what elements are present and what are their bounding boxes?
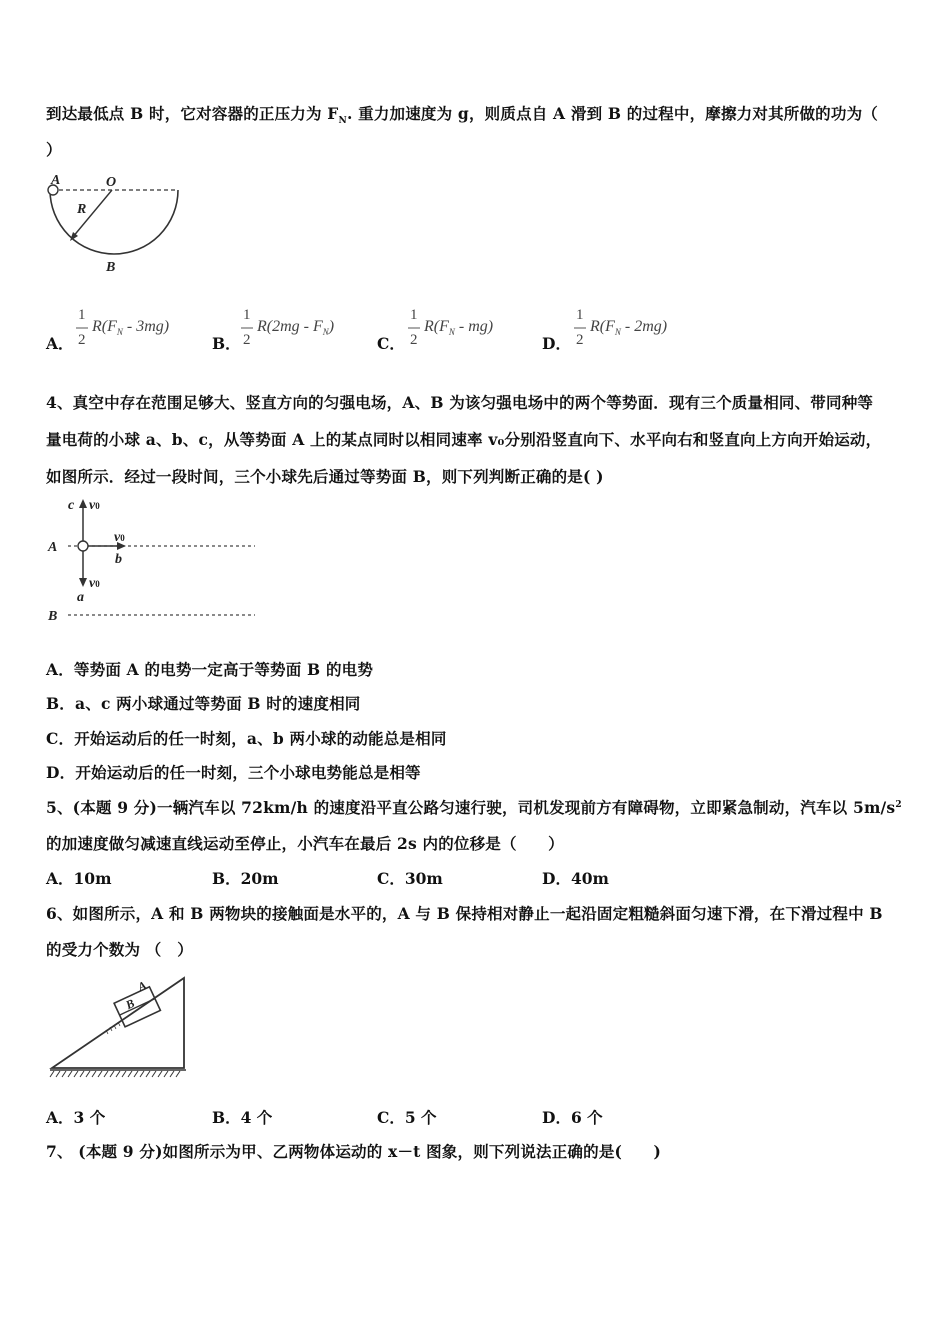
q3-stem-line1: 到达最低点 B 时，它对容器的正压力为 $F_N$. 重力加速度为 g，则质点自 A 滑到 B 的过程中，摩擦力对其所做的功为（ bbox=[46, 104, 878, 127]
q3-option-a-num: 1 bbox=[78, 307, 86, 323]
q3-option-d-label: D． bbox=[542, 334, 571, 353]
q3-option-b-num: 1 bbox=[243, 307, 251, 323]
q3-option-a-label: A． bbox=[46, 334, 74, 353]
q5-option-a[interactable]: A．10m bbox=[46, 869, 112, 888]
q3-label-o: O bbox=[106, 175, 117, 190]
q4-option-d[interactable]: D．开始运动后的任一时刻，三个小球电势能总是相等 bbox=[46, 763, 421, 782]
q3-option-a-expr: $R(F_N - 3mg)$ bbox=[92, 318, 170, 338]
q3-option-b-expr: $R(2mg - F_N)$ bbox=[257, 318, 335, 338]
q4-label-a: a bbox=[77, 590, 84, 605]
q5-stem-line2: 的加速度做匀减速直线运动至停止，小汽车在最后 2s 内的位移是（ ） bbox=[46, 834, 564, 853]
q4-stem-line2: 量电荷的小球 a、b、c，从等势面 A 上的某点同时以相同速率 v₀分别沿竖直向下、水平向右和竖直向上方向开始运动， bbox=[46, 430, 882, 449]
q4-equipotential-figure bbox=[40, 493, 270, 628]
q4-stem-line1: 4、真空中存在范围足够大、竖直方向的匀强电场，A、B 为该匀强电场中的两个等势面．现有三个质量相同、带同种等 bbox=[46, 393, 874, 412]
q4-label-v0-right: v0 bbox=[114, 530, 125, 545]
q3-option-d-expr: $R(F_N - 2mg)$ bbox=[590, 318, 668, 338]
q3-option-b-den: 2 bbox=[243, 332, 251, 348]
q4-option-c[interactable]: C．开始运动后的任一时刻，a、b 两小球的动能总是相同 bbox=[46, 729, 447, 748]
q3-option-c-expr: $R(F_N - mg)$ bbox=[424, 318, 494, 338]
q6-label-a: A bbox=[135, 977, 149, 995]
q4-label-v0-up: v0 bbox=[89, 498, 100, 513]
q3-label-r: R bbox=[77, 202, 87, 217]
q4-label-v0-down: v0 bbox=[89, 576, 100, 591]
q3-option-a-den: 2 bbox=[78, 332, 86, 348]
q6-incline-figure bbox=[48, 966, 193, 1081]
q4-label-c: c bbox=[68, 498, 75, 513]
q6-option-d[interactable]: D．6 个 bbox=[542, 1108, 603, 1127]
q4-label-A: A bbox=[48, 540, 58, 555]
q3-option-c-num: 1 bbox=[410, 307, 418, 323]
q4-stem-line3: 如图所示．经过一段时间，三个小球先后通过等势面 B，则下列判断正确的是( ) bbox=[46, 467, 604, 486]
q5-stem-line1: 5、(本题 9 分)一辆汽车以 72km/h 的速度沿平直公路匀速行驶，司机发现前方有障碍物，立即紧急制动，汽车以 $5m/s^2$ bbox=[46, 798, 902, 817]
q3-option-d-den: 2 bbox=[576, 332, 584, 348]
q3-option-c-label: C． bbox=[377, 334, 405, 353]
q5-option-b[interactable]: B．20m bbox=[212, 869, 279, 888]
q4-label-b: b bbox=[115, 552, 122, 567]
q4-option-b[interactable]: B．a、c 两小球通过等势面 B 时的速度相同 bbox=[46, 694, 361, 713]
q3-option-d-num: 1 bbox=[576, 307, 584, 323]
q3-stem-line2: ） bbox=[46, 140, 62, 159]
q6-stem-line2: 的受力个数为 （ ） bbox=[46, 940, 193, 959]
q4-label-B: B bbox=[48, 609, 58, 624]
q6-label-b: B bbox=[123, 995, 137, 1013]
q7-stem-line1: 7、 (本题 9 分)如图所示为甲、乙两物体运动的 x－t 图象，则下列说法正确的是( ) bbox=[46, 1142, 661, 1161]
q3-option-c-den: 2 bbox=[410, 332, 418, 348]
q5-option-d[interactable]: D．40m bbox=[542, 869, 609, 888]
q6-option-b[interactable]: B．4 个 bbox=[212, 1108, 273, 1127]
q5-option-c[interactable]: C．30m bbox=[377, 869, 443, 888]
q3-option-b-label: B． bbox=[212, 334, 241, 353]
q4-option-a[interactable]: A．等势面 A 的电势一定高于等势面 B 的电势 bbox=[46, 660, 374, 679]
q6-stem-line1: 6、如图所示，A 和 B 两物块的接触面是水平的，A 与 B 保持相对静止一起沿固定粗糙斜面匀速下滑，在下滑过程中 B bbox=[46, 904, 883, 923]
q3-label-a: A bbox=[51, 173, 61, 188]
q6-option-a[interactable]: A．3 个 bbox=[46, 1108, 106, 1127]
q6-option-c[interactable]: C．5 个 bbox=[377, 1108, 437, 1127]
q3-label-b: B bbox=[106, 260, 116, 275]
